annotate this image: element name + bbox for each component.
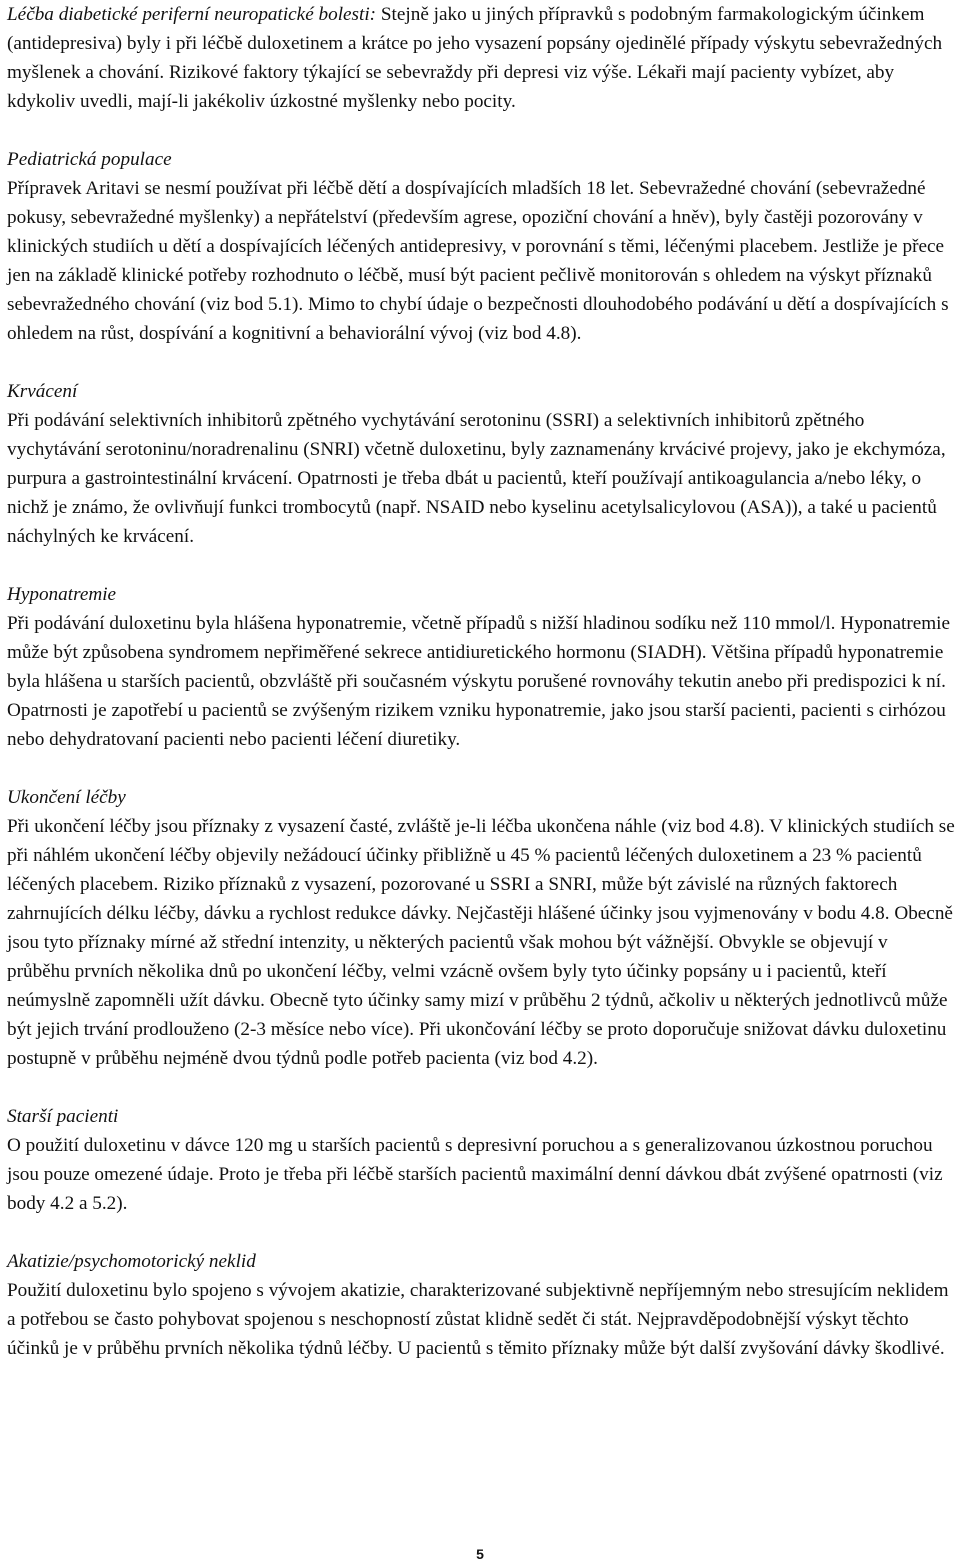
section-paragraph: Přípravek Aritavi se nesmí používat při léčbě dětí a dospívajících mladších 18 let. Sebevražedné chování (sebevražedné pokusy, sebevražedné myšlenky) a nepřátelství (především agrese, opoziční chování a hněv), byly častěji pozorovány v klinických studiích u dětí a dospívajících léčených antidepresivy, v porovnání s těmi, léčenými placebem. Jestliže je přece jen na základě klinické potřeby rozhodnuto o léčbě, musí být pacient pečlivě monitorován s ohledem na výskyt příznaků sebevražedného chování (viz bod 5.1). Mimo to chybí údaje o bezpečnosti dlouhodobého podávání u dětí a dospívajících s ohledem na růst, dospívání a kognitivní a behaviorální vývoj (viz bod 4.8).: [7, 178, 949, 344]
document-page: [7, 0, 955, 1363]
section-paragraph: Použití duloxetinu bylo spojeno s vývojem akatizie, charakterizované subjektivně nepříjemným nebo stresujícím neklidem a potřebou se často pohybovat spojenou s neschopností zůstat klidně sedět či stát. Nejpravděpodobnější výskyt těchto účinků je v průběhu prvních několika týdnů léčby. U pacientů s těmito příznaky může být další zvyšování dávky škodlivé.: [7, 1280, 949, 1359]
intro-paragraph: [7, 0, 955, 116]
intro-text: Stejně jako u jiných přípravků s podobným farmakologickým účinkem (antidepresiva) byly i při léčbě duloxetinem a krátce po jeho vysazení popsány ojedinělé případy výskytu sebevražedných myšlenek a chování. Rizikové faktory týkající se sebevraždy při depresi viz výše. Lékaři mají pacienty vybízet, aby kdykoliv uvedli, mají-li jakékoliv úzkostné myšlenky nebo pocity.: [7, 4, 943, 112]
intro-heading: Léčba diabetické periferní neuropatické bolesti:: [7, 4, 377, 25]
section-paragraph: Při ukončení léčby jsou příznaky z vysazení časté, zvláště je-li léčba ukončena náhle (viz bod 4.8). V klinických studiích se při náhlém ukončení léčby objevily nežádoucí účinky přibližně u 45 % pacientů léčených duloxetinem a 23 % pacientů léčených placebem. Riziko příznaků z vysazení, pozorované u SSRI a SNRI, může být závislé na různých faktorech zahrnujících délku léčby, dávku a rychlost redukce dávky. Nejčastěji hlášené účinky jsou vyjmenovány v bodu 4.8. Obecně jsou tyto příznaky mírné až střední intenzity, u některých pacientů však mohou být vážnější. Obvykle se objevují v průběhu prvních několika dnů po ukončení léčby, velmi vzácně ovšem byly tyto účinky popsány u i pacientů, kteří neúmyslně zapomněli užít dávku. Obecně tyto účinky samy mizí v průběhu 2 týdnů, ačkoliv u některých jednotlivců může být jejich trvání prodlouženo (2-3 měsíce nebo více). Při ukončování léčby se proto doporučuje snižovat dávku duloxetinu postupně v průběhu nejméně dvou týdnů podle potřeb pacienta (viz bod 4.2).: [7, 816, 955, 1069]
section-bleeding: [7, 377, 955, 551]
section-akathisia: [7, 1247, 955, 1363]
section-heading: Ukončení léčby: [7, 787, 126, 808]
section-heading: Krvácení: [7, 381, 78, 402]
section-elderly-patients: [7, 1102, 955, 1218]
section-discontinuation: [7, 783, 955, 1073]
section-heading: Akatizie/psychomotorický neklid: [7, 1251, 256, 1272]
section-heading: Pediatrická populace: [7, 149, 172, 170]
section-hyponatremia: [7, 580, 955, 754]
page-number: 5: [476, 1546, 484, 1562]
section-paragraph: Při podávání selektivních inhibitorů zpětného vychytávání serotoninu (SSRI) a selektivních inhibitorů zpětného vychytávání serotoninu/noradrenalinu (SNRI) včetně duloxetinu, byly zaznamenány krvácivé projevy, jako je ekchymóza, purpura a gastrointestinální krvácení. Opatrnosti je třeba dbát u pacientů, kteří používají antikoagulancia a/nebo léky, o nichž je známo, že ovlivňují funkci trombocytů (např. NSAID nebo kyselinu acetylsalicylovou (ASA)), a také u pacientů náchylných ke krvácení.: [7, 410, 946, 547]
section-paragraph: Při podávání duloxetinu byla hlášena hyponatremie, včetně případů s nižší hladinou sodíku než 110 mmol/l. Hyponatremie může být způsobena syndromem nepřiměřené sekrece antidiuretického hormonu (SIADH). Většina případů hyponatremie byla hlášena u starších pacientů, obzvláště při současném výskytu porušené rovnováhy tekutin anebo při predispozici k ní. Opatrnosti je zapotřebí u pacientů se zvýšeným rizikem vzniku hyponatremie, jako jsou starší pacienti, pacienti s cirhózou nebo dehydratovaní pacienti nebo pacienti léčení diuretiky.: [7, 613, 950, 750]
intro-section: [7, 0, 955, 116]
section-heading: Hyponatremie: [7, 584, 117, 605]
section-heading: Starší pacienti: [7, 1106, 119, 1127]
section-paragraph: O použití duloxetinu v dávce 120 mg u starších pacientů s depresivní poruchou a s generalizovanou úzkostnou poruchou jsou pouze omezené údaje. Proto je třeba při léčbě starších pacientů maximální denní dávkou dbát zvýšené opatrnosti (viz body 4.2 a 5.2).: [7, 1135, 943, 1214]
section-pediatric-population: [7, 145, 955, 348]
